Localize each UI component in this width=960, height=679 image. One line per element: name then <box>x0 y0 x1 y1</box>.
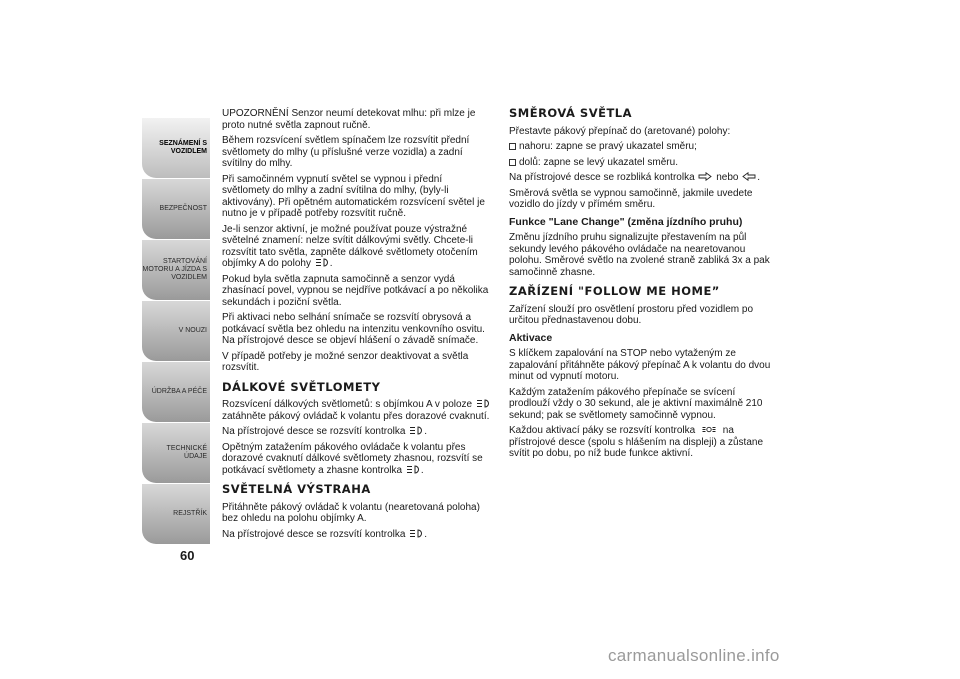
paragraph: UPOZORNĚNÍ Senzor neumí detekovat mlhu: při mlze je proto nutné světla zapnout ručně. <box>222 108 476 131</box>
heading-follow-me-home: ZAŘÍZENÍ "FOLLOW ME HOME” <box>509 284 720 298</box>
watermark: carmanualsonline.info <box>608 646 780 665</box>
paragraph: Opětným zatažením pákového ovládače k volantu přes dorazové cvaknutí dálkové světlomety zhasnou, rozsvítí se potkávací světlomety a zhasne kontrolka . <box>222 441 483 476</box>
paragraph: Každým zatažením pákového přepínače se svícení prodlouží vždy o 30 sekund, ale je aktivní maximálně 210 sekund; pak se světlomety samočinně vypnou. <box>509 386 763 421</box>
heading-lane-change: Funkce "Lane Change" (změna jízdního pruhu) <box>509 215 743 228</box>
paragraph: Přestavte pákový přepínač do (aretované) polohy: <box>509 125 731 137</box>
tab-technicke-udaje[interactable] <box>142 423 210 483</box>
turn-right-arrow-icon <box>698 172 712 181</box>
heading-svetelna-vystraha: SVĚTELNÁ VÝSTRAHA <box>222 482 371 496</box>
high-beam-icon <box>476 399 490 408</box>
turn-left-arrow-icon <box>742 172 756 181</box>
list-item: dolů: zapne se levý ukazatel směru. <box>509 157 779 169</box>
heading-smerova-svetla: SMĚROVÁ SVĚTLA <box>509 106 633 120</box>
paragraph: S klíčkem zapalování na STOP nebo vytaženým ze zapalování přitáhněte pákový přepínač A k volantu do dvou minut od vypnutí motoru. <box>509 348 771 382</box>
high-beam-icon <box>315 258 329 267</box>
paragraph: Na přístrojové desce se rozsvítí kontrolka . <box>222 426 427 437</box>
tab-label: SEZNÁMENÍ S VOZIDLEM <box>159 140 207 155</box>
paragraph: V případě potřeby je možné senzor deaktivovat a světla rozsvítit. <box>222 350 469 373</box>
chapter-tabs <box>142 118 210 545</box>
paragraph: Každou aktivací páky se rozsvítí kontrolka na přístrojové desce (spolu s hlášením na displeji) a zůstane svítit po dobu, po níž bude funkce aktivní. <box>509 425 764 459</box>
high-beam-indicator-icon <box>406 465 420 474</box>
list-item: nahoru: zapne se pravý ukazatel směru; <box>509 141 779 153</box>
paragraph: Na přístrojové desce se rozsvítí kontrolka . <box>222 528 427 540</box>
paragraph: Pokud byla světla zapnuta samočinně a senzor vydá zhasínací povel, vypnou se nejdříve potkávací a po několika sekundách i poziční světla. <box>222 273 489 308</box>
bullet-icon <box>509 143 516 150</box>
left-column <box>222 108 492 544</box>
heading-aktivace: Aktivace <box>509 331 553 344</box>
paragraph: Změnu jízdního pruhu signalizujte přestavením na půl sekundy levého pákového ovládače na nearetovanou polohu. Směrové světlo na zvolené straně zabliká 3x a pak samočinně zhasne. <box>509 232 770 278</box>
tab-udrzba[interactable] <box>142 362 210 422</box>
tab-bezpecnost[interactable] <box>142 179 210 239</box>
tab-label: STARTOVÁNÍ MOTORU A JÍZDA S VOZIDLEM <box>142 258 207 281</box>
tab-rejstrik[interactable] <box>142 484 210 544</box>
right-column <box>509 108 779 464</box>
tab-label: V NOUZI <box>178 327 207 334</box>
tab-v-nouzi[interactable] <box>142 301 210 361</box>
tab-label: TECHNICKÉ ÚDAJE <box>166 445 207 460</box>
heading-dalkove-svetlomety: DÁLKOVÉ SVĚTLOMETY <box>222 379 381 394</box>
high-beam-indicator-icon <box>409 426 423 435</box>
paragraph: Přitáhněte pákový ovládač k volantu (nearetovaná poloha) bez ohledu na polohu objímky A. <box>222 501 480 524</box>
tab-startovani[interactable] <box>142 240 210 300</box>
tab-label: BEZPEČNOST <box>159 205 207 212</box>
paragraph: Je-li senzor aktivní, je možné používat pouze výstražné světelné znamení: nelze svítit dálkovými světly. Chcete-li rozsvítit tato světla, zapněte dálkové světlomety otočením objímky A do polohy . <box>222 223 478 269</box>
tab-label: ÚDRŽBA A PÉČE <box>151 388 207 395</box>
high-beam-indicator-icon <box>409 529 423 538</box>
paragraph: Při aktivaci nebo selhání snímače se rozsvítí obrysová a potkávací světla bez ohledu na intenzitu venkovního osvitu. Na přístrojové desce se objeví hlášení o závadě snímače. <box>222 312 485 346</box>
paragraph: Zařízení slouží pro osvětlení prostoru před vozidlem po určitou přednastavenou dobu. <box>509 303 754 326</box>
tab-label: REJSTŘÍK <box>173 510 207 517</box>
paragraph: Směrová světla se vypnou samočinně, jakmile uvedete vozidlo do jízdy v přímém směru. <box>509 187 753 210</box>
follow-me-home-icon <box>699 425 719 434</box>
paragraph: Rozsvícení dálkových světlometů: s objímkou A v poloze zatáhněte pákový ovládač k volantu přes dorazové cvaknutí. <box>222 399 490 422</box>
page-number: 60 <box>180 548 195 563</box>
paragraph: Na přístrojové desce se rozbliká kontrolka nebo . <box>509 172 761 183</box>
paragraph: Během rozsvícení světlem spínačem lze rozsvítit přední světlomety do mlhy (u příslušné verze vozidla) a zadní svítilny do mlhy. <box>222 135 470 169</box>
bullet-icon <box>509 159 516 166</box>
tab-seznameni[interactable] <box>142 118 210 178</box>
paragraph: Při samočinném vypnutí světel se vypnou i přední světlomety do mlhy a zadní svítilna do mlhy, (byly-li aktivovány). Při opětném automatickém rozsvícení světel je nutno je v případě potřeby rozsvítit ručně. <box>222 173 485 219</box>
